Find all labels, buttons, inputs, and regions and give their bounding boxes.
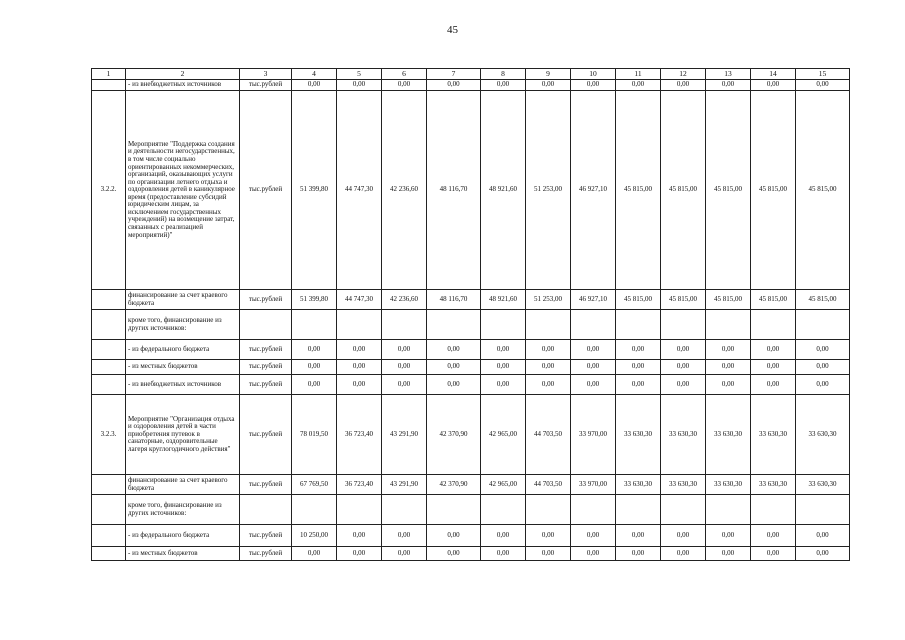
unit-cell: тыс.рублей	[240, 395, 292, 475]
table-row	[92, 475, 850, 495]
row-code-cell	[92, 525, 126, 547]
value-cell: 33 630,30	[751, 475, 796, 495]
value-cell: 43 291,90	[382, 475, 427, 495]
value-cell	[661, 495, 706, 525]
value-cell: 0,00	[616, 80, 661, 91]
row-code-cell	[92, 475, 126, 495]
value-cell	[382, 495, 427, 525]
table-row	[92, 80, 850, 91]
value-cell: 36 723,40	[337, 395, 382, 475]
column-number-cell: 10	[571, 69, 616, 80]
unit-cell: тыс.рублей	[240, 475, 292, 495]
value-cell	[751, 310, 796, 340]
row-label-cell: Мероприятие "Поддержка создания и деятельности негосударственных, в том числе социально ориентированных некоммерческих, организаций, оказывающих услуги по организации летнего отдыха и оздоровления детей в каникулярное время (предоставление субсидий юридическим лицам, за исключением государственных учреждений) на возмещение затрат, связанных с реализацией мероприятий)"	[126, 91, 240, 290]
value-cell	[427, 310, 481, 340]
value-cell: 0,00	[382, 547, 427, 561]
value-cell: 0,00	[481, 547, 526, 561]
column-number-cell: 13	[706, 69, 751, 80]
value-cell: 0,00	[292, 80, 337, 91]
column-number-cell: 11	[616, 69, 661, 80]
value-cell	[481, 495, 526, 525]
value-cell: 33 970,00	[571, 395, 616, 475]
value-cell	[427, 495, 481, 525]
value-cell: 51 399,80	[292, 290, 337, 310]
value-cell: 0,00	[571, 525, 616, 547]
value-cell: 46 927,10	[571, 290, 616, 310]
value-cell: 0,00	[796, 80, 850, 91]
table-header-row	[92, 69, 850, 80]
value-cell: 33 630,30	[616, 475, 661, 495]
value-cell: 45 815,00	[751, 91, 796, 290]
value-cell: 33 630,30	[661, 395, 706, 475]
row-code-cell	[92, 360, 126, 375]
value-cell: 0,00	[337, 375, 382, 395]
value-cell	[382, 310, 427, 340]
value-cell: 42 370,90	[427, 475, 481, 495]
row-label-cell: - из федерального бюджета	[126, 525, 240, 547]
value-cell: 0,00	[751, 375, 796, 395]
value-cell: 0,00	[481, 80, 526, 91]
value-cell: 0,00	[337, 525, 382, 547]
column-number-cell: 9	[526, 69, 571, 80]
value-cell	[526, 310, 571, 340]
value-cell: 0,00	[796, 525, 850, 547]
value-cell: 0,00	[337, 360, 382, 375]
value-cell: 45 815,00	[616, 290, 661, 310]
value-cell: 0,00	[526, 525, 571, 547]
column-number-cell: 8	[481, 69, 526, 80]
row-label-cell: Мероприятие "Организация отдыха и оздоровления детей в части приобретения путевок в санаторные, оздоровительные лагеря круглогодичного действия"	[126, 395, 240, 475]
value-cell: 45 815,00	[616, 91, 661, 290]
value-cell: 0,00	[481, 340, 526, 360]
value-cell: 44 747,30	[337, 290, 382, 310]
value-cell: 44 703,50	[526, 475, 571, 495]
value-cell	[706, 495, 751, 525]
value-cell: 0,00	[706, 375, 751, 395]
value-cell	[571, 495, 616, 525]
value-cell: 42 965,00	[481, 395, 526, 475]
column-number-cell: 15	[796, 69, 850, 80]
column-number-cell: 6	[382, 69, 427, 80]
value-cell: 46 927,10	[571, 91, 616, 290]
unit-cell: тыс.рублей	[240, 547, 292, 561]
value-cell: 0,00	[661, 80, 706, 91]
value-cell: 0,00	[661, 375, 706, 395]
row-label-cell: финансирование за счет краевого бюджета	[126, 475, 240, 495]
value-cell: 0,00	[706, 340, 751, 360]
table-row	[92, 375, 850, 395]
value-cell: 48 116,70	[427, 91, 481, 290]
value-cell	[526, 495, 571, 525]
table-row	[92, 91, 850, 290]
table-row	[92, 340, 850, 360]
value-cell: 33 970,00	[571, 475, 616, 495]
unit-cell: тыс.рублей	[240, 290, 292, 310]
value-cell: 0,00	[526, 375, 571, 395]
value-cell: 0,00	[382, 340, 427, 360]
value-cell: 0,00	[616, 525, 661, 547]
value-cell	[616, 310, 661, 340]
value-cell	[337, 310, 382, 340]
value-cell: 0,00	[796, 360, 850, 375]
column-number-cell: 2	[126, 69, 240, 80]
value-cell	[796, 495, 850, 525]
unit-cell: тыс.рублей	[240, 340, 292, 360]
value-cell: 51 399,80	[292, 91, 337, 290]
value-cell: 0,00	[706, 547, 751, 561]
row-code-cell	[92, 547, 126, 561]
value-cell: 43 291,90	[382, 395, 427, 475]
value-cell: 44 703,50	[526, 395, 571, 475]
value-cell: 0,00	[796, 340, 850, 360]
value-cell: 0,00	[571, 360, 616, 375]
value-cell: 36 723,40	[337, 475, 382, 495]
unit-cell: тыс.рублей	[240, 375, 292, 395]
value-cell: 0,00	[526, 360, 571, 375]
value-cell: 0,00	[796, 547, 850, 561]
row-label-cell: - из внебюджетных источников	[126, 375, 240, 395]
value-cell: 0,00	[427, 80, 481, 91]
value-cell	[571, 310, 616, 340]
value-cell: 0,00	[616, 375, 661, 395]
value-cell: 0,00	[661, 360, 706, 375]
column-number-cell: 1	[92, 69, 126, 80]
value-cell: 0,00	[751, 525, 796, 547]
value-cell: 33 630,30	[616, 395, 661, 475]
value-cell: 45 815,00	[706, 290, 751, 310]
table-row	[92, 395, 850, 475]
value-cell	[292, 495, 337, 525]
value-cell: 51 253,00	[526, 290, 571, 310]
value-cell: 0,00	[481, 360, 526, 375]
value-cell: 45 815,00	[661, 290, 706, 310]
value-cell	[751, 495, 796, 525]
value-cell: 33 630,30	[661, 475, 706, 495]
value-cell: 33 630,30	[796, 475, 850, 495]
value-cell: 45 815,00	[796, 290, 850, 310]
value-cell: 0,00	[526, 80, 571, 91]
row-label-cell: кроме того, финансирование из других источников:	[126, 495, 240, 525]
value-cell: 0,00	[571, 340, 616, 360]
value-cell: 0,00	[427, 340, 481, 360]
row-label-cell: - из местных бюджетов	[126, 360, 240, 375]
value-cell: 0,00	[616, 360, 661, 375]
value-cell: 0,00	[337, 80, 382, 91]
unit-cell: тыс.рублей	[240, 91, 292, 290]
column-number-cell: 12	[661, 69, 706, 80]
column-number-cell: 14	[751, 69, 796, 80]
table-row	[92, 310, 850, 340]
column-number-cell: 7	[427, 69, 481, 80]
row-code-cell	[92, 495, 126, 525]
value-cell: 0,00	[796, 375, 850, 395]
value-cell: 42 370,90	[427, 395, 481, 475]
table-row	[92, 547, 850, 561]
value-cell: 51 253,00	[526, 91, 571, 290]
value-cell: 45 815,00	[661, 91, 706, 290]
value-cell: 44 747,30	[337, 91, 382, 290]
unit-cell: тыс.рублей	[240, 525, 292, 547]
row-code-cell	[92, 340, 126, 360]
value-cell: 33 630,30	[706, 475, 751, 495]
value-cell: 0,00	[526, 547, 571, 561]
row-code-cell	[92, 80, 126, 91]
budget-table	[91, 68, 850, 561]
value-cell	[337, 495, 382, 525]
value-cell: 0,00	[382, 80, 427, 91]
value-cell: 48 116,70	[427, 290, 481, 310]
value-cell: 0,00	[571, 375, 616, 395]
unit-cell	[240, 310, 292, 340]
value-cell: 0,00	[706, 360, 751, 375]
value-cell: 0,00	[427, 375, 481, 395]
value-cell: 45 815,00	[796, 91, 850, 290]
table-row	[92, 495, 850, 525]
column-number-cell: 4	[292, 69, 337, 80]
value-cell: 0,00	[751, 340, 796, 360]
value-cell: 0,00	[661, 340, 706, 360]
value-cell: 0,00	[382, 525, 427, 547]
value-cell: 0,00	[706, 80, 751, 91]
column-number-cell: 5	[337, 69, 382, 80]
value-cell: 45 815,00	[706, 91, 751, 290]
value-cell: 67 769,50	[292, 475, 337, 495]
value-cell: 0,00	[337, 340, 382, 360]
value-cell	[616, 495, 661, 525]
row-code-cell: 3.2.2.	[92, 91, 126, 290]
value-cell	[481, 310, 526, 340]
value-cell: 42 236,60	[382, 290, 427, 310]
value-cell: 10 250,00	[292, 525, 337, 547]
value-cell	[292, 310, 337, 340]
value-cell: 0,00	[571, 547, 616, 561]
value-cell: 78 019,50	[292, 395, 337, 475]
row-label-cell: - из федерального бюджета	[126, 340, 240, 360]
value-cell: 0,00	[292, 360, 337, 375]
value-cell: 0,00	[481, 525, 526, 547]
value-cell: 0,00	[751, 360, 796, 375]
row-code-cell	[92, 375, 126, 395]
table-row	[92, 360, 850, 375]
value-cell: 0,00	[292, 375, 337, 395]
value-cell: 0,00	[292, 547, 337, 561]
value-cell: 0,00	[382, 375, 427, 395]
row-label-cell: - из внебюджетных источников	[126, 80, 240, 91]
row-code-cell	[92, 310, 126, 340]
unit-cell	[240, 495, 292, 525]
value-cell: 0,00	[427, 525, 481, 547]
value-cell: 0,00	[481, 375, 526, 395]
value-cell	[661, 310, 706, 340]
value-cell: 0,00	[427, 360, 481, 375]
value-cell: 0,00	[661, 547, 706, 561]
value-cell	[796, 310, 850, 340]
value-cell: 33 630,30	[706, 395, 751, 475]
unit-cell: тыс.рублей	[240, 360, 292, 375]
row-code-cell	[92, 290, 126, 310]
column-number-cell: 3	[240, 69, 292, 80]
row-code-cell: 3.2.3.	[92, 395, 126, 475]
value-cell	[706, 310, 751, 340]
value-cell: 48 921,60	[481, 91, 526, 290]
value-cell: 42 965,00	[481, 475, 526, 495]
value-cell: 0,00	[751, 547, 796, 561]
value-cell: 0,00	[427, 547, 481, 561]
value-cell: 0,00	[616, 547, 661, 561]
value-cell: 0,00	[571, 80, 616, 91]
page-number: 45	[447, 24, 458, 36]
value-cell: 0,00	[751, 80, 796, 91]
value-cell: 0,00	[337, 547, 382, 561]
value-cell: 0,00	[661, 525, 706, 547]
value-cell: 0,00	[382, 360, 427, 375]
value-cell: 33 630,30	[751, 395, 796, 475]
value-cell: 0,00	[706, 525, 751, 547]
row-label-cell: кроме того, финансирование из других источников:	[126, 310, 240, 340]
value-cell: 48 921,60	[481, 290, 526, 310]
table-row	[92, 290, 850, 310]
value-cell: 33 630,30	[796, 395, 850, 475]
row-label-cell: - из местных бюджетов	[126, 547, 240, 561]
unit-cell: тыс.рублей	[240, 80, 292, 91]
value-cell: 0,00	[526, 340, 571, 360]
value-cell: 45 815,00	[751, 290, 796, 310]
row-label-cell: финансирование за счет краевого бюджета	[126, 290, 240, 310]
value-cell: 42 236,60	[382, 91, 427, 290]
value-cell: 0,00	[616, 340, 661, 360]
value-cell: 0,00	[292, 340, 337, 360]
table-row	[92, 525, 850, 547]
